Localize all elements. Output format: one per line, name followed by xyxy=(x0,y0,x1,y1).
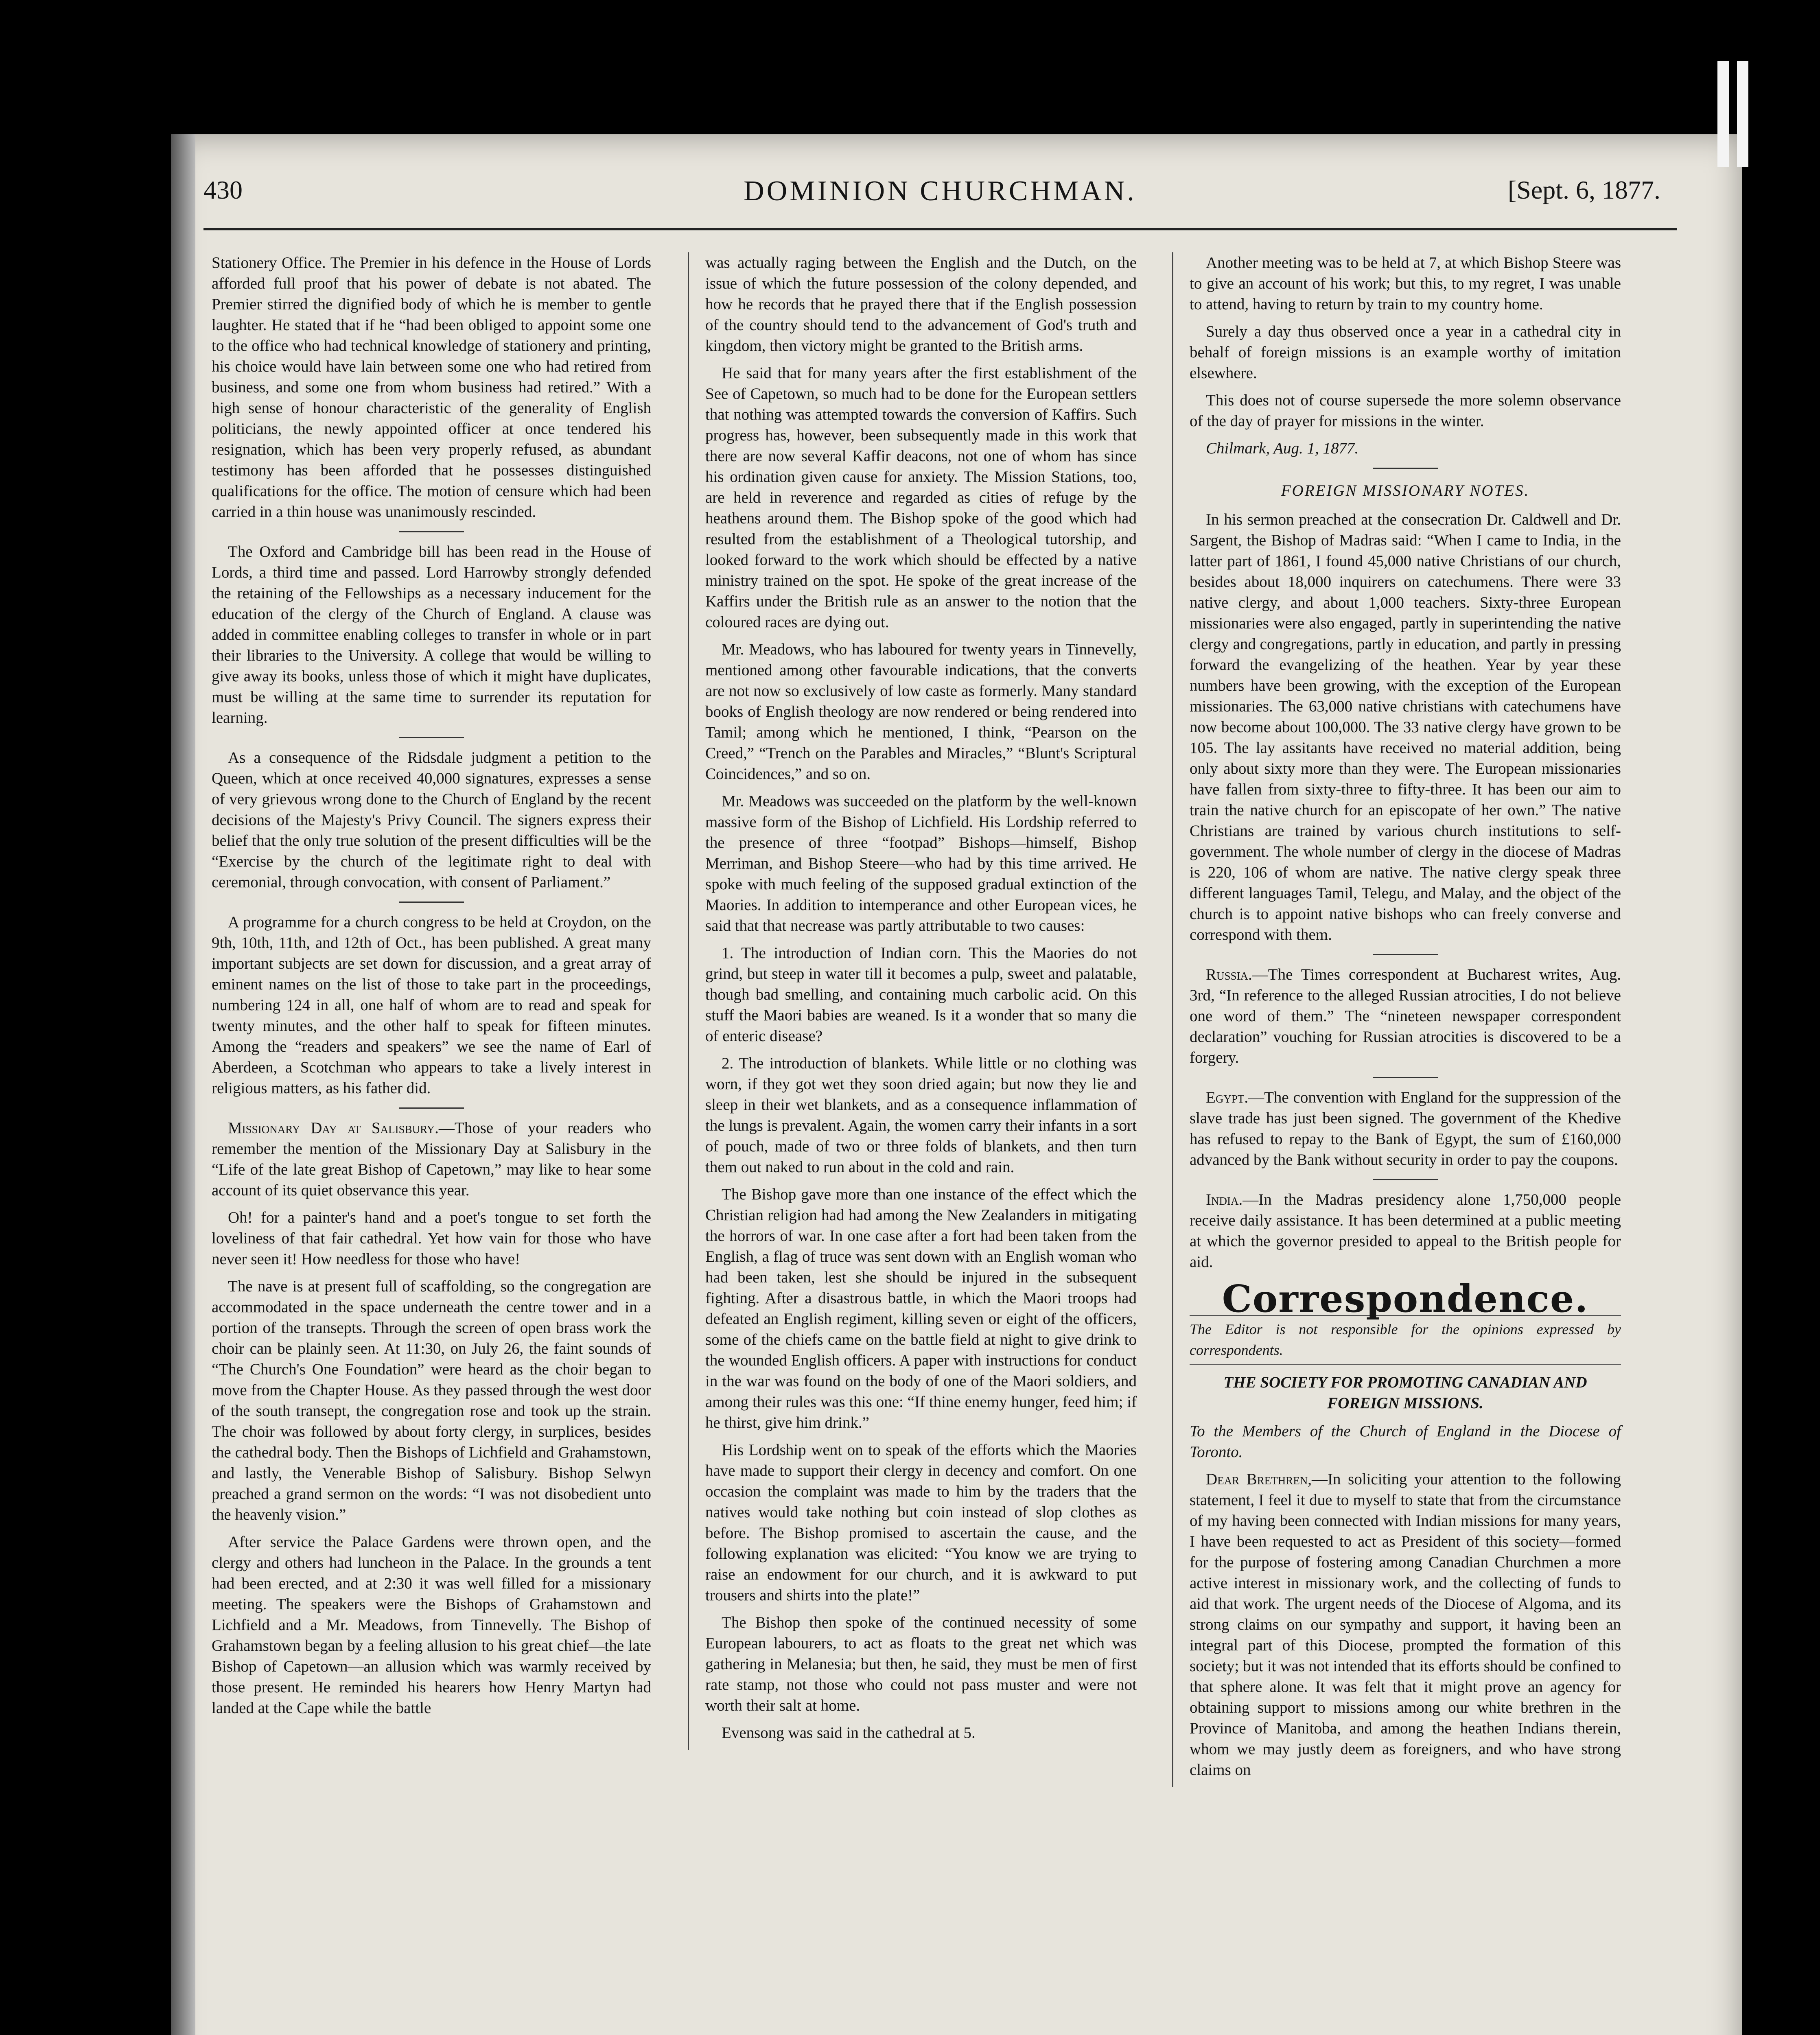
issue-date: [Sept. 6, 1877. xyxy=(1507,175,1660,204)
article-paragraph: Stationery Office. The Premier in his defence in the House of Lords afforded full proof that his power of debate is not abated. The Premier stirred the dignified body of which he is member to gentle laughter. He stated that if he “had been obliged to appoint some one to the office who had technical knowledge of stationery and printing, his choice would have lain between some one who had retired from business, and some one from whom business had retired.” With a high sense of honour characteristic of the generality of English politicians, the newly appointed officer at once tendered his resignation, which has been very properly refused, as abundant testimony has been afforded that he possesses distinguished qualifications for the office. The motion of censure which had been carried in a thin house was unanimously rescinded. xyxy=(212,254,651,521)
separator xyxy=(399,531,464,532)
article-paragraph: Evensong was said in the cathedral at 5. xyxy=(722,1724,976,1742)
article-paragraph: India.—In the Madras presidency alone 1,750,000 people receive daily assistance. It has been determined at a public meeting at which the governor presided to appeal to the British people for aid. xyxy=(1190,1191,1621,1271)
article-paragraph: Oh! for a painter's hand and a poet's tongue to set forth the loveliness of that fair cathedral. Yet how vain for those who have never seen it! How needless for those who have! xyxy=(212,1209,651,1268)
article-paragraph: The nave is at present full of scaffolding, so the congregation are accommodated in the space underneath the centre tower and in a portion of the transepts. Through the screen of open brass work the choir can be plainly seen. At 11:30, on July 26, the faint sounds of “The Church's One Foundation” were heard as the choir began to move from the Chapter House. As they passed through the west door of the south transept, the congregation rose and took up the strain. The choir was followed by about forty clergy, in surplices, besides the cathedral body. Then the Bishops of Lichfield and Grahamstown, and lastly, the Venerable Bishop of Salisbury. Bishop Selwyn preached a grand sermon on the words: “I was not disobedient unto the heavenly vision.” xyxy=(212,1278,651,1523)
article-paragraph: A programme for a church congress to be held at Croydon, on the 9th, 10th, 11th, and 12th of Oct., has been published. A great many important subjects are set down for discussion, and a great array of eminent names on the list of those to take part in the proceedings, numbering 124 in all, one half of whom are to read and speak for twenty minutes, and the other half to speak for fifteen minutes. Among the “readers and speakers” we see the name of Earl of Aberdeen, a Scotchman who appears to take a lively interest in religious matters, as his father did. xyxy=(212,913,651,1097)
article-paragraph: Mr. Meadows was succeeded on the platform by the well-known massive form of the Bishop of Lichfield. His Lordship referred to the presence of three “footpad” Bishops—himself, Bishop Merriman, and Bishop Steere—who had by this time arrived. He spoke with much feeling of the supposed gradual extinction of the Maories. In addition to intemperance and other European vices, he said that that necrease was partly attributable to two causes: xyxy=(705,792,1137,934)
article-paragraph: As a consequence of the Ridsdale judgment a petition to the Queen, which at once received 40,000 signatures, expresses a sense of very grievous wrong done to the Church of England by the recent decisions of the Majesty's Privy Council. The signers express their belief that the only true solution of the present difficulties will be the “Exercise by the church of the legitimate right to deal with ceremonial, through convocation, with consent of Parliament.” xyxy=(212,749,651,891)
letter-address: To the Members of the Church of England in the Diocese of Toronto. xyxy=(1190,1422,1621,1461)
binding-shadow xyxy=(171,134,195,2035)
article-paragraph: was actually raging between the English and the Dutch, on the issue of which the future possession of the colony depended, and how he records that he prayed there that if the English possession of the country should tend to the advancement of God's truth and kingdom, then victory might be granted to the British arms. xyxy=(705,254,1137,354)
article-head: India. xyxy=(1206,1191,1243,1208)
registration-mark-top xyxy=(1717,61,1750,167)
column-2 xyxy=(688,252,1137,1750)
article-head: Egypt. xyxy=(1206,1089,1249,1106)
column-1 xyxy=(212,252,651,1725)
letter-title: THE SOCIETY FOR PROMOTING CANADIAN AND FOREIGN MISSIONS. xyxy=(1223,1374,1587,1412)
article-paragraph: Mr. Meadows, who has laboured for twenty years in Tinnevelly, mentioned among other favourable indications, that the converts are not now so exclusively of low caste as formerly. Many standard books of English theology are now rendered or being rendered into Tamil; among which he mentioned, I think, “Pearson on the Creed,” “Trench on the Parables and Miracles,” “Blunt's Scriptural Coincidences,” and so on. xyxy=(705,641,1137,783)
correspondence-heading: Correspondence. xyxy=(1222,1277,1589,1321)
article-paragraph: The Bishop gave more than one instance of the effect which the Christian religion had had among the New Zealanders in mitigating the horrors of war. In one case after a fort had been taken from the English, a flag of truce was sent down with an English woman who had been taken, lest she should be injured in the subsequent fighting. After a disastrous battle, in which the Maori troops had defeated an English regiment, killing seven or eight of the officers, some of the chiefs came on the battle field at night to give drink to the wounded English officers. A paper with instructions for conduct in the war was found on the body of one of the Maori soldiers, and among their rules was this one: “If thine enemy hunger, feed him; if he thirst, give him drink.” xyxy=(705,1186,1137,1431)
separator xyxy=(1373,954,1438,955)
article-paragraph: The Bishop then spoke of the continued necessity of some European labourers, to act as floats to the great net which was gathering in Melanesia; but then, he said, they must be men of first rate stamp, not those who could not pass muster and were not worth their salt at home. xyxy=(705,1614,1137,1714)
header-rule xyxy=(203,228,1677,230)
page-header xyxy=(203,171,1677,220)
separator xyxy=(1373,468,1438,469)
article-head: Missionary Day at Salisbury. xyxy=(228,1119,439,1137)
page-number: 430 xyxy=(203,175,243,204)
separator xyxy=(1373,1179,1438,1180)
article-paragraph: Another meeting was to be held at 7, at which Bishop Steere was to give an account of his work; but this, to my regret, I was unable to attend, having to return by train to my country home. xyxy=(1190,254,1621,313)
article-paragraph: After service the Palace Gardens were thrown open, and the clergy and others had luncheon in the Palace. In the grounds a tent had been erected, and at 2:30 it was well filled for a missionary meeting. The speakers were the Bishops of Grahamstown and Lichfield and a Mr. Meadows, from Tinnevelly. The Bishop of Grahamstown began by a feeling allusion to his great chief—the late Bishop of Capetown—an allusion which was warmly received by those present. He reminded his hearers how Henry Martyn had landed at the Cape while the battle xyxy=(212,1533,651,1717)
article-head: Russia. xyxy=(1206,966,1252,983)
article-paragraph: This does not of course supersede the more solemn observance of the day of prayer for missions in the winter. xyxy=(1190,392,1621,430)
column-3 xyxy=(1172,252,1621,1787)
article-paragraph: He said that for many years after the first establishment of the See of Capetown, so much had to be done for the European settlers that nothing was attempted towards the conversion of Kaffirs. Such progress has, however, been subsequently made in this work that there are now several Kaffir deacons, not one of whom has since his ordination given cause for anxiety. The Mission Stations, too, are held in reverence and regarded as cities of refuge by the heathens around them. The Bishop spoke of the good which had resulted from the establishment of a Theological tutorship, and looked forward to the work which should be effected by a native ministry trained on the spot. He spoke of the great increase of the Kaffirs under the British rule as an answer to the notion that the coloured races are dying out. xyxy=(705,364,1137,631)
separator xyxy=(1373,1077,1438,1078)
separator xyxy=(399,737,464,738)
article-paragraph: 2. The introduction of blankets. While little or no clothing was worn, if they got wet they soon dried again; but now they lie and sleep in their wet blankets, and as a consequence inflammation of the lungs is prevalent. Again, the women carry their infants in a sort of pouch, made of two or three folds of blankets, and then turn them out naked to run about in the cold and rain. xyxy=(705,1055,1137,1176)
article-paragraph: In his sermon preached at the consecration Dr. Caldwell and Dr. Sargent, the Bishop of Madras said: “When I came to India, in the latter part of 1861, I found 45,000 native Christians of our church, besides about 18,000 inquirers on catechumens. There were 33 native clergy, and about 1,000 teachers. Sixty-three European missionaries were also engaged, partly in superintending the native clergy and congregations, partly in education, and partly in pressing forward the evangelizing of the heathen. Year by year these numbers have been growing, with the exception of the European missionaries. The 63,000 native christians with catechumens have now become about 100,000. The 33 native clergy have grown to be 105. The lay assitants have received no material addition, being only about sixty more than they were. The European missionaries have fallen from sixty-three to fifty-three. It has been our aim to train the native church for an episcopate of her own.” The native Christians are trained by various church institutions to self-government. The whole number of clergy in the diocese of Madras is 220, 106 of whom are native. The native clergy speak three different languages Tamil, Telegu, and Malay, and the object of the church is to appoint native bishops who can freely converse and correspond with them. xyxy=(1190,511,1621,943)
article-paragraph: 1. The introduction of Indian corn. This the Maories do not grind, but steep in water till it becomes a pulp, sweet and palatable, though bad smelling, and containing much carbolic acid. On this stuff the Maori babies are weaned. Is it a wonder that so many die of enteric disease? xyxy=(705,944,1137,1045)
publication-title: DOMINION CHURCHMAN. xyxy=(744,175,1137,207)
article-paragraph: Russia.—The Times correspondent at Bucharest writes, Aug. 3rd, “In reference to the alleged Russian atrocities, I do not believe one word of them.” The “nineteen newspaper correspondent declaration” vouching for Russian atrocities is discovered to be a forgery. xyxy=(1190,966,1621,1066)
editor-disclaimer: The Editor is not responsible for the opinions expressed by correspondents. xyxy=(1190,1315,1621,1365)
article-paragraph: Surely a day thus observed once a year in a cathedral city in behalf of foreign missions is an example worthy of imitation elsewhere. xyxy=(1190,323,1621,382)
article-paragraph: His Lordship went on to speak of the efforts which the Maories have made to support their clergy in decency and comfort. On one occasion the complaint was made to him by the traders that the natives would take nothing but coin instead of slop clothes as before. The Bishop promised to ascertain the cause, and the following explanation was elicited: “You know we are trying to raise an endowment for our church, and it is awkward to put trousers and shirts into the plate!” xyxy=(705,1441,1137,1604)
separator xyxy=(399,1107,464,1109)
letter-salutation: Dear Brethren, xyxy=(1206,1470,1312,1488)
letter-body: Dear Brethren,—In soliciting your attention to the following statement, I feel it due to myself to state that from the circumstance of my having been connected with Indian missions for many years, I have been requested to act as President of this society—formed for the purpose of fostering among Canadian Churchmen a more active interest in missionary work, and the collecting of funds to aid that work. The urgent needs of the Diocese of Algoma, and its strong claims on our sympathy and support, it having been an integral part of this Diocese, prompted the formation of this society; but it was not intended that its efforts should be confined to that sphere alone. It was felt that it might prove an agency for obtaining support to missions among our white brethren in the Province of Manitoba, and among the heathen Indians therein, whom we may justly deem as foreigners, and who have strong claims on xyxy=(1190,1470,1621,1779)
article-paragraph: Egypt.—The convention with England for the suppression of the slave trade has just been signed. The government of the Khedive has refused to repay to the Bank of Egypt, the sum of £160,000 advanced by the Bank without security in order to pay the coupons. xyxy=(1190,1089,1621,1168)
article-paragraph: Missionary Day at Salisbury.—Those of your readers who remember the mention of the Missionary Day at Salisbury in the “Life of the late great Bishop of Capetown,” may like to hear some account of its quiet observance this year. xyxy=(212,1119,651,1199)
dateline: Chilmark, Aug. 1, 1877. xyxy=(1206,440,1359,457)
article-paragraph: The Oxford and Cambridge bill has been read in the House of Lords, a third time and passed. Lord Harrowby strongly defended the retaining of the Fellowships as a necessary inducement for the education of the clergy of the Church of England. A clause was added in committee enabling colleges to transfer in whole or in part their libraries to the University. A college that would be willing to give away its books, unless those of which it might have duplicates, must be willing at the same time to surrender its reputation for learning. xyxy=(212,543,651,726)
section-title: FOREIGN MISSIONARY NOTES. xyxy=(1281,482,1530,499)
separator xyxy=(399,902,464,903)
